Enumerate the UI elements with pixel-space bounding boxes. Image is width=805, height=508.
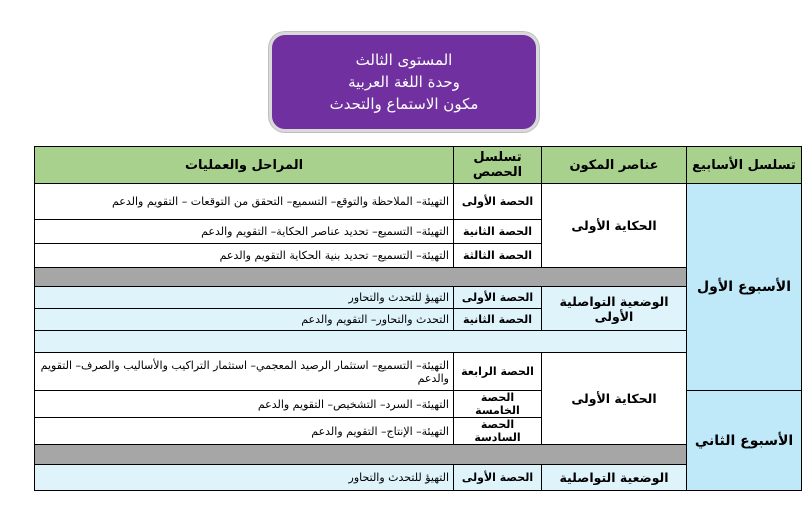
- session-cell: الحصة الأولى: [454, 465, 542, 491]
- process-cell: التهيئة– الملاحظة والتوقع– التسميع– التحقق من التوقعات – التقويم والدعم: [35, 184, 454, 220]
- session-cell: الحصة الثانية: [454, 220, 542, 244]
- week-2-cell: الأسبوع الثاني: [687, 391, 802, 491]
- session-cell: الحصة السادسة: [454, 418, 542, 445]
- header-processes: المراحل والعمليات: [35, 147, 454, 184]
- process-cell: التهيئة– التسميع– استثمار الرصيد المعجمي– استثمار التراكيب والأساليب والصرف– التقويم والدعم: [35, 353, 454, 391]
- process-cell: التهيؤ للتحدث والتحاور: [35, 287, 454, 309]
- table-row: [35, 287, 802, 309]
- process-cell: التهيئة– الإنتاج– التقويم والدعم: [35, 418, 454, 445]
- lesson-plan-table: [34, 146, 802, 491]
- process-cell: التهيئة– التسميع– تحديد بنية الحكاية التقويم والدعم: [35, 244, 454, 268]
- separator-cell: [35, 331, 687, 353]
- process-cell: التهيئة– السرد– التشخيص– التقويم والدعم: [35, 391, 454, 418]
- session-cell: الحصة الأولى: [454, 184, 542, 220]
- week-1-cell: الأسبوع الأول: [687, 184, 802, 391]
- session-cell: الحصة الخامسة: [454, 391, 542, 418]
- session-cell: الحصة الثالثة: [454, 244, 542, 268]
- level-title: المستوى الثالث: [355, 51, 453, 69]
- table-row: [35, 184, 802, 220]
- separator-cell: [35, 445, 687, 465]
- table-row: [35, 353, 802, 391]
- session-cell: الحصة الرابعة: [454, 353, 542, 391]
- separator-row: [35, 331, 802, 353]
- element-cell: الوضعية التواصلية: [542, 465, 687, 491]
- session-cell: الحصة الأولى: [454, 287, 542, 309]
- separator-row: [35, 445, 802, 465]
- process-cell: التهيؤ للتحدث والتحاور: [35, 465, 454, 491]
- header-elements: عناصر المكون: [542, 147, 687, 184]
- element-cell: الحكاية الأولى: [542, 184, 687, 268]
- process-cell: التحدث والتحاور– التقويم والدعم: [35, 309, 454, 331]
- element-cell: الوضعية التواصلية الأولى: [542, 287, 687, 331]
- header-weeks: تسلسل الأسابيع: [687, 147, 802, 184]
- component-title: مكون الاستماع والتحدث: [329, 95, 479, 113]
- unit-title-box: [269, 32, 539, 132]
- unit-title: وحدة اللغة العربية: [348, 73, 460, 91]
- element-cell: الحكاية الأولى: [542, 353, 687, 445]
- header-sessions: تسلسل الحصص: [454, 147, 542, 184]
- table-row: [35, 465, 802, 491]
- separator-row: [35, 268, 802, 287]
- session-cell: الحصة الثانية: [454, 309, 542, 331]
- process-cell: التهيئة– التسميع– تحديد عناصر الحكاية– التقويم والدعم: [35, 220, 454, 244]
- separator-cell: [35, 268, 687, 287]
- table-row: [35, 391, 802, 418]
- table-header-row: [35, 147, 802, 184]
